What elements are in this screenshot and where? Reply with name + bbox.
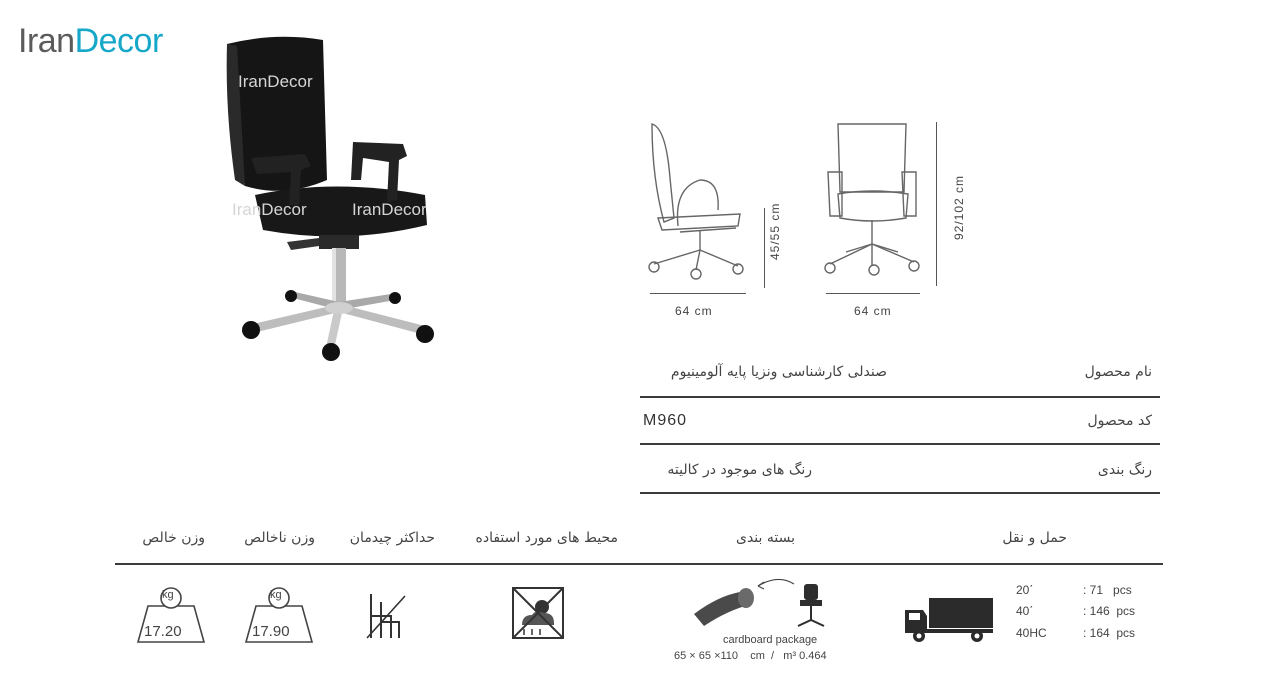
header-packaging: بسته بندی [736, 530, 795, 546]
package-type: cardboard package [723, 634, 818, 646]
bottom-divider [115, 563, 1163, 565]
dimension-line [826, 293, 920, 294]
front-width-label: 64 cm [854, 304, 892, 318]
side-view-drawing [640, 118, 760, 304]
container-type: 20΄ [1016, 583, 1034, 597]
package-icon [688, 574, 838, 634]
spec-label-code: کد محصول [1087, 413, 1152, 429]
spec-divider [640, 443, 1160, 445]
weight-unit: kg [162, 589, 174, 601]
logo-part-decor: Decor [74, 22, 163, 60]
dimension-line [764, 208, 765, 288]
spec-divider [640, 492, 1160, 494]
header-max-stack: حداکثر چیدمان [349, 530, 435, 546]
truck-icon [903, 596, 995, 644]
spec-value-code: M960 [643, 412, 688, 429]
indoor-use-icon [510, 585, 566, 641]
gross-weight-value: 17.90 [252, 623, 290, 640]
spec-label-color: رنگ بندی [1097, 462, 1152, 478]
dimension-line [936, 122, 937, 286]
spec-value-name: صندلی کارشناسی ونزیا پایه آلومینیوم [670, 364, 887, 380]
spec-value-color: رنگ های موجود در کالیته [667, 462, 812, 478]
net-weight-value: 17.20 [144, 623, 182, 640]
watermark: IranDecor [238, 72, 313, 91]
header-net-weight: وزن خالص [142, 530, 205, 546]
front-view-drawing [818, 118, 934, 288]
watermark: IranDecor [352, 200, 427, 219]
package-size: 65 × 65 ×110 cm / m³ 0.464 [674, 650, 827, 662]
watermark: IranDecor [232, 200, 307, 219]
container-type: 40΄ [1016, 604, 1034, 618]
spec-label-name: نام محصول [1084, 364, 1152, 380]
container-qty: : 71 pcs [1083, 583, 1132, 597]
container-type: 40HC [1016, 626, 1047, 640]
header-environment: محیط های مورد استفاده [475, 530, 618, 546]
container-qty: : 164 pcs [1083, 626, 1136, 640]
stacking-icon [365, 588, 409, 644]
seat-height-label: 45/55 cm [768, 202, 782, 260]
logo-part-iran: Iran [18, 22, 75, 60]
weight-unit: kg [270, 589, 282, 601]
spec-divider [640, 396, 1160, 398]
header-gross-weight: وزن ناخالص [244, 530, 315, 546]
side-width-label: 64 cm [675, 304, 713, 318]
dimension-line [650, 293, 746, 294]
logo[interactable] [18, 22, 163, 61]
header-transport: حمل و نقل [1002, 530, 1067, 546]
container-qty: : 146 pcs [1083, 604, 1136, 618]
total-height-label: 92/102 cm [952, 174, 966, 240]
